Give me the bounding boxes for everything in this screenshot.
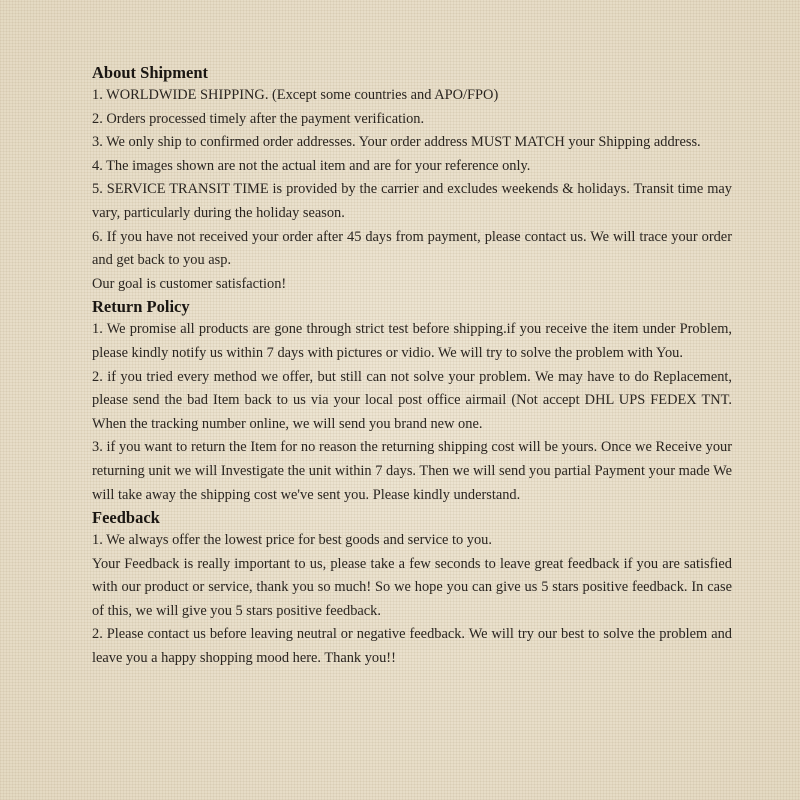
- section-title-return-policy: Return Policy: [92, 297, 190, 317]
- return-item-3: 3. if you want to return the Item for no reason the returning shipping cost will be yours. Once we Receive your returning unit we will Investigate the unit within 7 days. Then we will send you partial Payment your made We will take away the shipping cost we've sent you. Please kindly understand.: [92, 439, 732, 503]
- section-title-about-shipment: About Shipment: [92, 63, 208, 82]
- shipment-item-4: 4. The images shown are not the actual item and are for your reference only.: [92, 157, 531, 174]
- shipment-item-5: 5. SERVICE TRANSIT TIME is provided by the carrier and excludes weekends & holidays. Transit time may vary, particularly during the holiday season.: [92, 181, 732, 221]
- return-item-2: 2. if you tried every method we offer, but still can not solve your problem. We may have to do Replacement, please send the bad Item back to us via your local post office airmail (Not accept DHL UPS FEDEX TNT. When the tracking number online, we will send you brand new one.: [92, 368, 732, 432]
- feedback-section: [92, 507, 732, 671]
- feedback-item-2: 2. Please contact us before leaving neutral or negative feedback. We will try our best to solve the problem and leave you a happy shopping mood here. Thank you!!: [92, 626, 732, 667]
- return-policy-section: [92, 296, 732, 507]
- feedback-importance: Your Feedback is really important to us, please take a few seconds to leave great feedback if you are satisfied with our product or service, thank you so much! So we hope you can give us 5 stars positive feedback. In case of this, we will give you 5 stars positive feedback.: [92, 555, 732, 619]
- section-title-feedback: Feedback: [92, 508, 160, 528]
- return-item-1: 1. We promise all products are gone through strict test before shipping.if you receive the item under Problem, please kindly notify us within 7 days with pictures or vidio. We will try to solve the problem with You.: [92, 321, 732, 361]
- shipment-item-6: 6. If you have not received your order after 45 days from payment, please contact us. We will trace your order and get back to you asp.: [92, 228, 732, 269]
- shipment-item-3: 3. We only ship to confirmed order addresses. Your order address MUST MATCH your Shipping address.: [92, 134, 701, 151]
- about-shipment-section: [92, 62, 732, 296]
- policy-document: [92, 62, 732, 671]
- feedback-item-1: 1. We always offer the lowest price for best goods and service to you.: [92, 532, 492, 549]
- shipment-item-2: 2. Orders processed timely after the payment verification.: [92, 110, 425, 127]
- shipment-item-1: 1. WORLDWIDE SHIPPING. (Except some countries and APO/FPO): [92, 87, 499, 103]
- shipment-goal: Our goal is customer satisfaction!: [92, 275, 287, 292]
